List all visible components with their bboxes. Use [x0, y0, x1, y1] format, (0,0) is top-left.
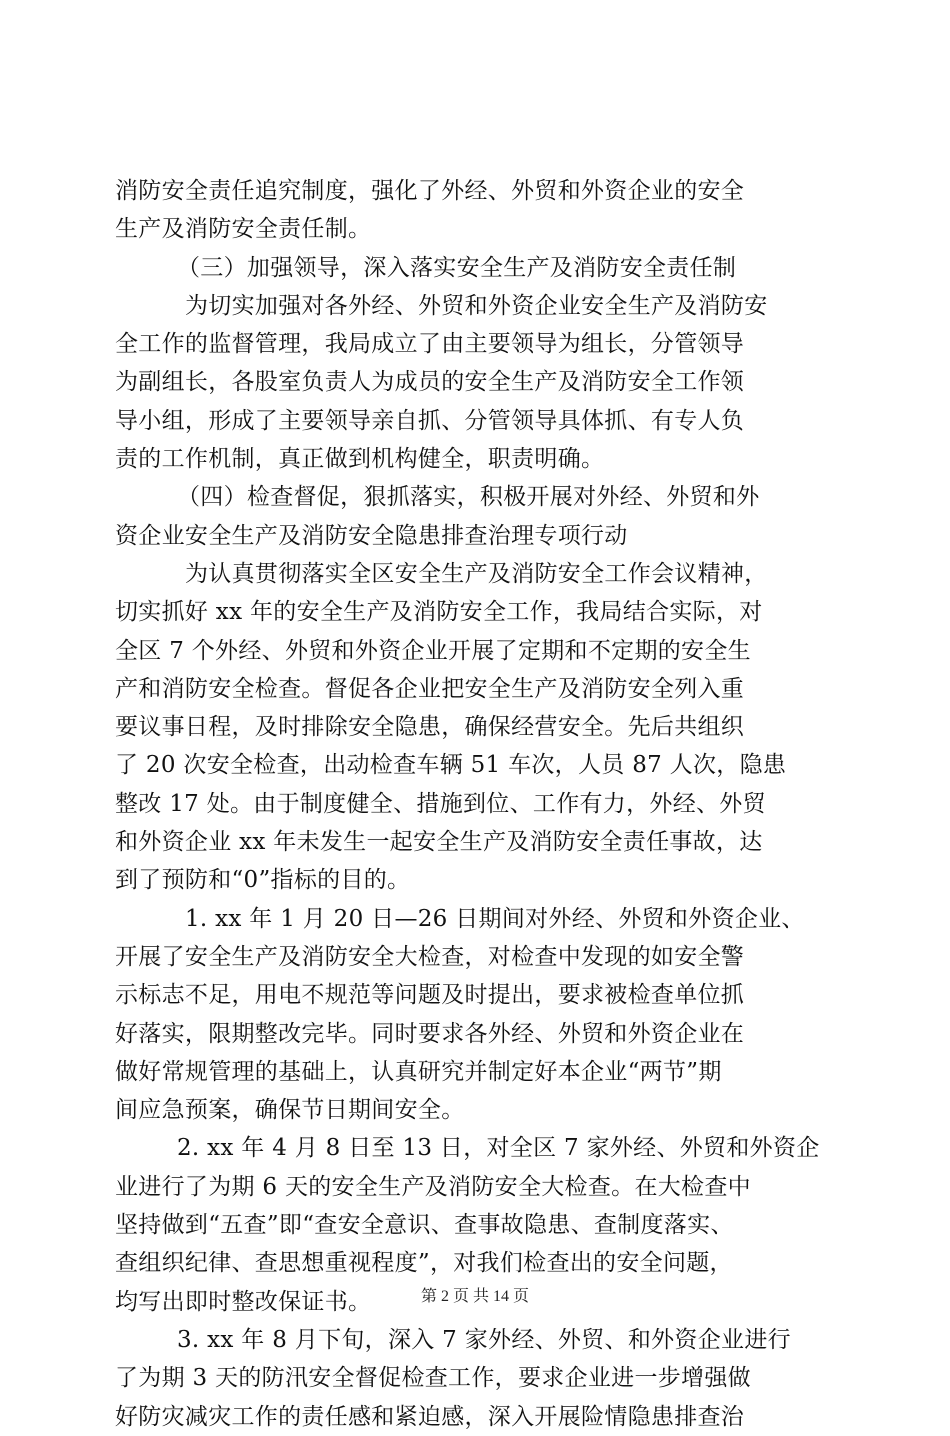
text-line: （四）检查督促，狠抓落实，积极开展对外经、外贸和外: [177, 484, 760, 511]
text-line: 开展了安全生产及消防安全大检查，对检查中发现的如安全警: [115, 943, 745, 970]
text-line: 为认真贯彻落实全区安全生产及消防安全工作会议精神，: [185, 560, 768, 587]
text-line: 2. xx 年 4 月 8 日至 13 日，对全区 7 家外经、外贸和外资企: [177, 1135, 820, 1162]
text-line: 均写出即时整改保证书。: [115, 1288, 372, 1315]
text-line: 产和消防安全检查。督促各企业把安全生产及消防安全列入重: [115, 675, 745, 702]
text-line: 坚持做到“五查”即“查安全意识、查事故隐患、查制度落实、: [115, 1212, 734, 1239]
text-line: 为副组长，各股室负责人为成员的安全生产及消防安全工作领: [115, 369, 745, 396]
text-line: 了 20 次安全检查，出动检查车辆 51 车次，人员 87 人次，隐患: [115, 752, 787, 779]
text-line: 生产及消防安全责任制。: [115, 216, 372, 243]
text-line: 整改 17 处。由于制度健全、措施到位、工作有力，外经、外贸: [115, 790, 766, 817]
text-line: 资企业安全生产及消防安全隐患排查治理专项行动: [115, 522, 628, 549]
text-line: （三）加强领导，深入落实安全生产及消防安全责任制: [177, 254, 737, 281]
text-line: 全区 7 个外经、外贸和外资企业开展了定期和不定期的安全生: [115, 637, 751, 664]
text-line: 好防灾减灾工作的责任感和紧迫感，深入开展险情隐患排查治: [115, 1403, 745, 1430]
text-line: 1. xx 年 1 月 20 日—26 日期间对外经、外贸和外资企业、: [185, 905, 805, 932]
text-line: 间应急预案，确保节日期间安全。: [115, 1097, 465, 1124]
text-line: 3. xx 年 8 月下旬，深入 7 家外经、外贸、和外资企业进行: [177, 1326, 791, 1353]
text-line: 示标志不足，用电不规范等问题及时提出，要求被检查单位抓: [115, 982, 745, 1009]
text-line: 好落实，限期整改完毕。同时要求各外经、外贸和外资企业在: [115, 1020, 745, 1047]
text-line: 做好常规管理的基础上，认真研究并制定好本企业“两节”期: [115, 1058, 722, 1085]
text-line: 了为期 3 天的防汛安全督促检查工作，要求企业进一步增强做: [115, 1365, 751, 1392]
text-line: 要议事日程，及时排除安全隐患，确保经营安全。先后共组织: [115, 714, 745, 741]
text-line: 业进行了为期 6 天的安全生产及消防安全大检查。在大检查中: [115, 1173, 751, 1200]
text-line: 切实抓好 xx 年的安全生产及消防安全工作，我局结合实际，对: [115, 599, 763, 626]
text-line: 责的工作机制，真正做到机构健全，职责明确。: [115, 446, 605, 473]
text-line: 和外资企业 xx 年未发生一起安全生产及消防安全责任事故，达: [115, 829, 763, 856]
text-line: 全工作的监督管理，我局成立了由主要领导为组长，分管领导: [115, 331, 745, 358]
text-line: 消防安全责任追究制度，强化了外经、外贸和外资企业的安全: [115, 178, 745, 204]
text-line: 到了预防和“0”指标的目的。: [115, 867, 411, 894]
document-body: [115, 172, 835, 1436]
text-line: 查组织纪律、查思想重视程度”，对我们检查出的安全问题，: [115, 1250, 733, 1277]
text-line: 为切实加强对各外经、外贸和外资企业安全生产及消防安: [185, 292, 768, 319]
text-line: 导小组，形成了主要领导亲自抓、分管领导具体抓、有专人负: [115, 407, 745, 434]
page-footer: 第 2 页 共 14 页: [420, 1288, 529, 1305]
